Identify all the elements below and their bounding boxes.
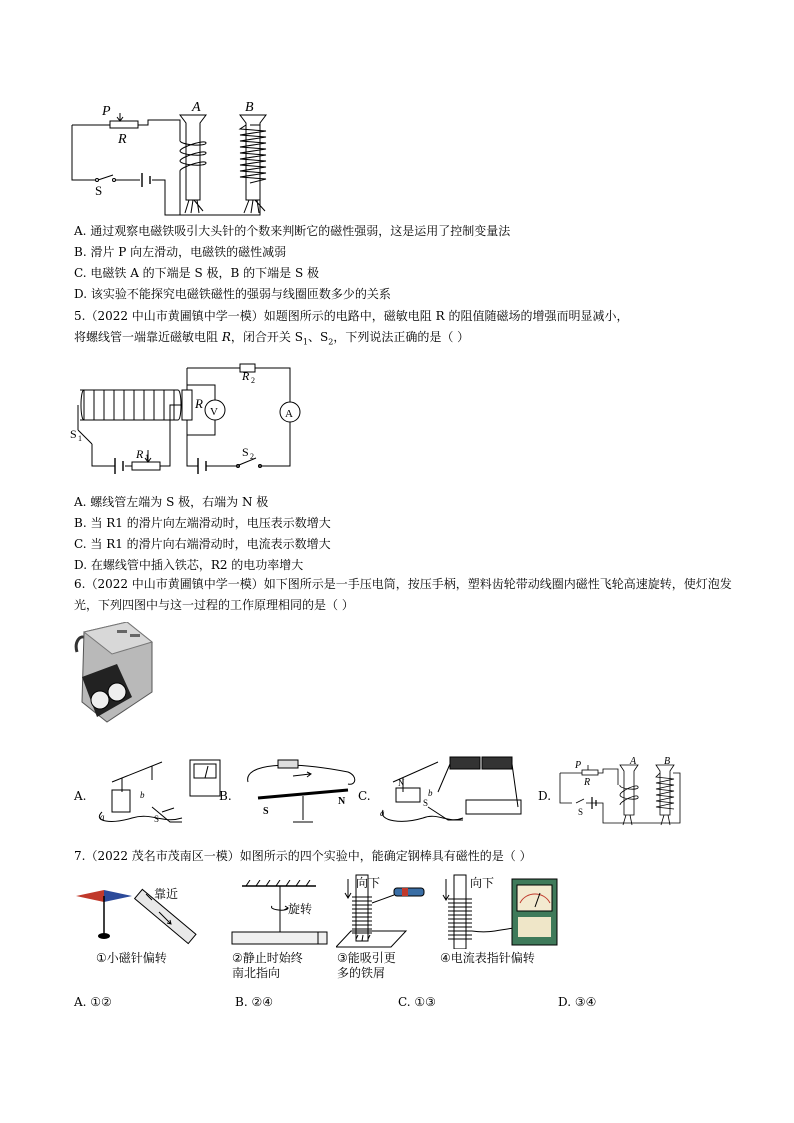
label-b: b	[140, 790, 145, 800]
ammeter-label: A	[285, 408, 293, 420]
q6-figure-d	[558, 755, 693, 827]
label-r1-sub: 1	[145, 453, 149, 462]
q6-figure-b	[238, 752, 363, 830]
q7-stem: 7.（2022 茂名市茂南区一模）如图所示的四个实验中，能确定钢棒具有磁性的是（ ）	[74, 849, 532, 863]
q4-option-c[interactable]: C. 电磁铁 A 的下端是 S 极，B 的下端是 S 极	[74, 266, 320, 280]
label-s1: S	[70, 427, 77, 441]
q7-figure-4-coil-ammeter	[440, 873, 570, 949]
label-r1: R	[136, 447, 144, 461]
q4-option-d[interactable]: D. 该实验不能探究电磁铁磁性的强弱与线圈匝数多少的关系	[74, 287, 391, 301]
q5-option-b[interactable]: B. 当 R1 的滑片向左端滑动时，电压表示数增大	[74, 516, 331, 530]
q5-stem-sub: 1	[302, 337, 309, 347]
q4-option-a[interactable]: A. 通过观察电磁铁吸引大头针的个数来判断它的磁性强弱，这是运用了控制变量法	[74, 224, 511, 238]
q6-choice-d[interactable]: D.	[538, 789, 552, 803]
q5-stem-r: R	[221, 330, 231, 344]
q7-option-d[interactable]: D. ③④	[558, 995, 597, 1009]
caption-4: ④电流表指针偏转	[440, 951, 535, 965]
caption-2-line1: ②静止时始终	[232, 951, 303, 965]
q6-figure-c	[378, 752, 528, 827]
label-s: S	[154, 814, 160, 824]
q6-stem: 6.（2022 中山市黄圃镇中学一模）如下图所示是一手压电筒，按压手柄，塑料齿轮带动线圈内磁性飞轮高速旋转，使灯泡发光，下列四图中与这一过程的工作原理相同的是（ ）	[74, 577, 732, 612]
label-r: R	[584, 777, 591, 788]
q5-stem-part: 将螺线管一端靠近磁敏电阻	[74, 330, 222, 344]
label-s: S	[263, 806, 269, 817]
label-r2: R	[242, 369, 250, 383]
label-r: R	[195, 396, 203, 411]
caption-3-line1: ③能吸引更	[337, 951, 396, 965]
label-p: P	[575, 760, 582, 771]
label-b: b	[428, 788, 433, 798]
label-p: P	[102, 104, 111, 119]
label-b: B	[664, 756, 671, 767]
q7-option-c[interactable]: C. ①③	[398, 995, 436, 1009]
q5-option-d[interactable]: D. 在螺线管中插入铁芯，R2 的电功率增大	[74, 558, 304, 572]
q4-circuit-figure	[70, 95, 280, 220]
label-n: N	[398, 778, 405, 788]
q4-option-b[interactable]: B. 滑片 P 向左滑动，电磁铁的磁性减弱	[74, 245, 287, 259]
label-r2-sub: 2	[251, 376, 255, 385]
label-near: 靠近	[154, 887, 179, 901]
q6-choice-a[interactable]: A.	[74, 789, 87, 803]
q7-option-a[interactable]: A. ①②	[74, 995, 112, 1009]
q5-stem-part: 、S	[308, 330, 329, 344]
label-s: S	[578, 807, 584, 817]
label-a: A	[192, 100, 201, 115]
label-r: R	[118, 132, 127, 147]
q5-stem-sub: 2	[328, 337, 334, 347]
label-a: a	[100, 812, 105, 822]
label-b: B	[245, 100, 254, 115]
label-s2-sub: 2	[250, 452, 254, 461]
label-a: a	[380, 808, 385, 818]
q5-stem-part: ，下列说法正确的是（ ）	[333, 330, 470, 344]
label-s1-sub: 1	[78, 434, 82, 443]
q6-figure-a	[92, 752, 222, 827]
q5-circuit-figure	[70, 360, 305, 480]
label-down-1: 向下	[356, 876, 381, 890]
label-a: A	[630, 756, 637, 767]
voltmeter-label: V	[210, 406, 218, 418]
q7-option-b[interactable]: B. ②④	[235, 995, 273, 1009]
label-rotate: 旋转	[288, 902, 313, 916]
label-down-2: 向下	[470, 876, 495, 890]
q7-figure-2-hanging-bar	[230, 880, 330, 948]
q5-option-c[interactable]: C. 当 R1 的滑片向右端滑动时，电流表示数增大	[74, 537, 331, 551]
q5-stem-line1: 5.（2022 中山市黄圃镇中学一模）如题图所示的电路中，磁敏电阻 R 的阻值随磁场的增强而明显减小，	[74, 309, 629, 323]
q7-figure-1-compass	[74, 880, 204, 948]
label-s2: S	[242, 445, 249, 459]
label-s: S	[423, 798, 429, 808]
caption-3-line2: 多的铁屑	[337, 966, 386, 980]
caption-1: ①小磁针偏转	[96, 951, 167, 965]
q6-choice-c[interactable]: C.	[358, 789, 371, 803]
label-n: N	[338, 796, 346, 807]
q7-figure-3-coil-filings	[336, 873, 436, 949]
hand-flashlight-image	[72, 622, 162, 727]
caption-2-line2: 南北指向	[232, 966, 281, 980]
q5-option-a[interactable]: A. 螺线管左端为 S 极，右端为 N 极	[74, 495, 269, 509]
q5-stem-line2	[74, 329, 469, 350]
q6-choice-b[interactable]: B.	[219, 789, 232, 803]
q5-stem-part: ，闭合开关 S	[230, 330, 303, 344]
label-s: S	[95, 183, 103, 198]
